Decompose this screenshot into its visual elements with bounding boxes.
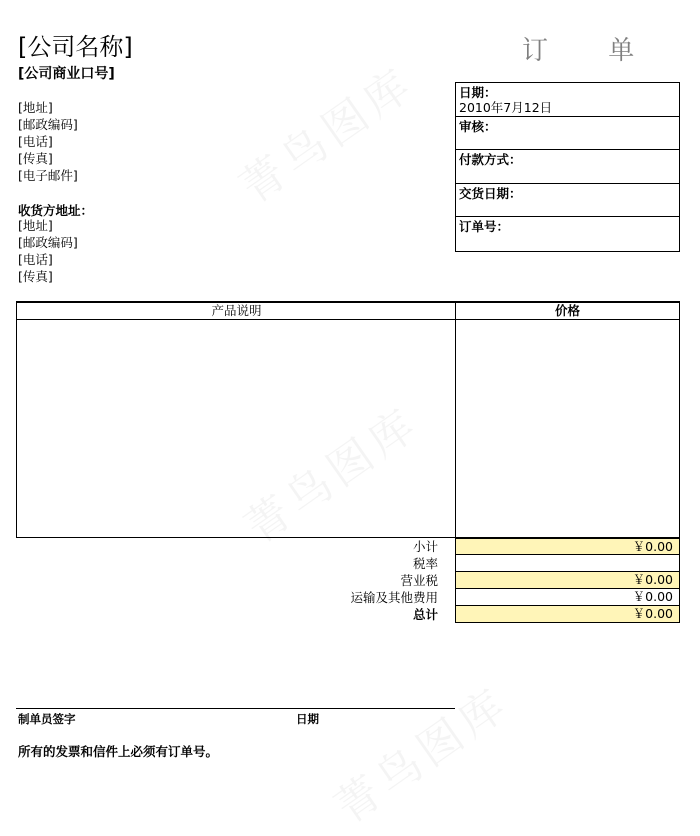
sender-address: [地址] [18, 100, 53, 115]
meta-date-value: 2010年7月12日 [459, 100, 553, 115]
meta-review-label: 审核： [459, 118, 497, 134]
company-name: [公司名称] [18, 33, 133, 61]
meta-delivery-label: 交货日期： [459, 185, 522, 201]
meta-date-cell[interactable] [456, 83, 679, 117]
total-label: 总计 [412, 607, 438, 622]
header-divider [17, 319, 679, 320]
signature-label: 制单员签字 [18, 712, 76, 726]
company-slogan: [公司商业口号] [18, 66, 115, 82]
shipping-row [16, 589, 680, 606]
meta-order-no-label: 订单号： [459, 219, 510, 235]
total-row [16, 606, 680, 623]
description-column[interactable] [17, 303, 456, 537]
ship-to-postcode: [邮政编码] [18, 235, 78, 250]
column-header-price: 价格 [554, 303, 580, 318]
ship-to-fax: [传真] [18, 269, 53, 284]
sender-postcode: [邮政编码] [18, 117, 78, 132]
ship-to-info [18, 217, 78, 285]
shipping-label: 运输及其他费用 [350, 590, 438, 605]
footer-note: 所有的发票和信件上必须有订单号。 [18, 744, 219, 759]
watermark [225, 48, 426, 215]
watermark [320, 668, 521, 835]
ship-to-heading: 收货方地址： [18, 203, 94, 218]
ship-to-phone: [电话] [18, 252, 53, 267]
subtotal-row [16, 538, 680, 555]
shipping-value[interactable]: ￥0.00 [455, 589, 680, 606]
sales-tax-label: 营业税 [400, 573, 438, 588]
totals-section [16, 538, 680, 623]
footer-date-label: 日期 [296, 712, 319, 726]
tax-rate-value[interactable] [455, 555, 680, 572]
sales-tax-row [16, 572, 680, 589]
subtotal-label: 小计 [412, 539, 438, 554]
tax-rate-row [16, 555, 680, 572]
sender-phone: [电话] [18, 134, 53, 149]
sender-email: [电子邮件] [18, 168, 78, 183]
total-value[interactable]: ￥0.00 [455, 606, 680, 623]
document-title: 订 单 [522, 36, 661, 66]
tax-rate-label: 税率 [412, 556, 438, 571]
meta-review-cell[interactable] [456, 117, 679, 151]
meta-delivery-cell[interactable] [456, 184, 679, 218]
ship-to-address: [地址] [18, 218, 53, 233]
meta-date-label: 日期： [459, 85, 497, 100]
signature-line [16, 708, 455, 709]
column-header-description: 产品说明 [211, 303, 262, 318]
meta-payment-label: 付款方式： [459, 152, 522, 168]
sales-tax-value[interactable]: ￥0.00 [455, 572, 680, 589]
sender-fax: [传真] [18, 151, 53, 166]
order-meta-box [455, 82, 680, 252]
subtotal-value[interactable]: ￥0.00 [455, 538, 680, 555]
meta-payment-cell[interactable] [456, 150, 679, 184]
meta-order-no-cell[interactable] [456, 217, 679, 251]
sender-info [18, 99, 78, 184]
items-table [16, 301, 680, 538]
